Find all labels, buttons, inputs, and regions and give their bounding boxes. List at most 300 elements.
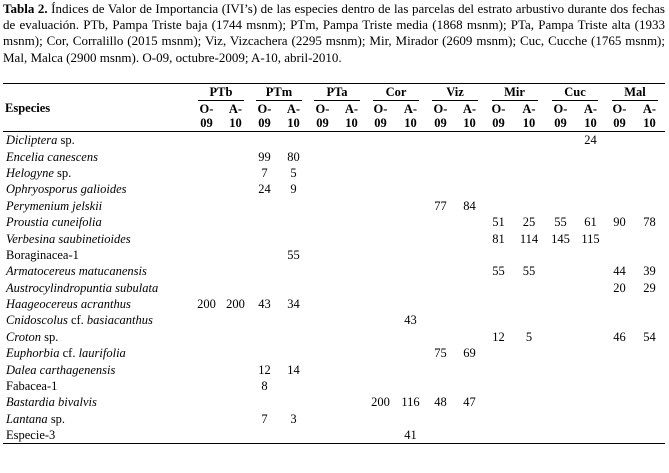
ivi-value <box>426 247 455 263</box>
species-name <box>3 181 192 197</box>
ivi-value: 24 <box>584 133 597 148</box>
ivi-value <box>192 345 221 361</box>
ivi-value: 55 <box>492 264 505 279</box>
ivi-value <box>192 181 221 197</box>
date-header-mal-o09: O- 09 <box>605 101 634 132</box>
ivi-value <box>605 411 634 427</box>
ivi-value <box>634 296 665 312</box>
ivi-value <box>395 280 426 296</box>
ivi-value <box>513 361 545 377</box>
ivi-value <box>634 165 665 181</box>
ivi-value <box>576 181 605 197</box>
ivi-value <box>426 312 455 328</box>
caption-text: Índices de Valor de Importancia (IVI’s) de las especies dentro de las parcelas del estrato arbustivo durante dos fechas de evaluación. PTb, Pampa Triste baja (1744 msnm); PTm, Pampa Triste media (1868 msnm); PTa, Pampa Triste alta (1933 msnm); Cor, Corralillo (2015 msnm); Viz, Vizcachera (2295 msnm); Mir, Mirador (2609 msnm); Cuc, Cucche (1765 msnm); Mal, Malca (2900 msnm). O-09, octubre-2009; A-10, abril-2010. <box>3 1 665 65</box>
ivi-value <box>484 411 513 427</box>
ivi-value <box>221 198 250 214</box>
ivi-value <box>337 427 366 444</box>
ivi-value: 39 <box>643 264 656 279</box>
species-qualifier: cf. laurifolia <box>59 346 126 361</box>
ivi-value <box>395 296 426 312</box>
ivi-value <box>455 329 484 345</box>
ivi-value <box>513 165 545 181</box>
ivi-value <box>366 165 395 181</box>
ivi-value: 41 <box>395 427 426 444</box>
ivi-value <box>576 378 605 394</box>
ivi-value <box>337 263 366 279</box>
species-name <box>3 296 192 312</box>
ivi-value <box>308 198 337 214</box>
ivi-value: 114 <box>519 231 539 246</box>
ivi-value <box>634 394 665 410</box>
ivi-value <box>545 361 576 377</box>
species-binomial: Austrocylindropuntia subulata <box>6 280 159 295</box>
species-binomial: Helogyne <box>6 165 54 180</box>
date-header-ptm-a10: A- 10 <box>279 101 308 132</box>
ivi-value <box>605 312 634 328</box>
ivi-value <box>634 181 665 197</box>
species-name <box>3 394 192 410</box>
ivi-value <box>513 427 545 444</box>
ivi-value <box>337 296 366 312</box>
ivi-value <box>308 148 337 164</box>
species-binomial: Haageocereus acranthus <box>6 297 131 312</box>
ivi-value <box>395 181 426 197</box>
ivi-value <box>366 312 395 328</box>
ivi-value <box>337 214 366 230</box>
ivi-value <box>576 329 605 345</box>
ivi-value: 9 <box>290 182 297 197</box>
ivi-value <box>366 345 395 361</box>
ivi-value: 77 <box>434 198 447 213</box>
ivi-value <box>484 312 513 328</box>
ivi-value: 84 <box>463 198 476 213</box>
ivi-value <box>545 280 576 296</box>
group-header-label: PTb <box>198 84 244 101</box>
ivi-value: 43 <box>258 297 271 312</box>
ivi-value <box>605 181 634 197</box>
ivi-value <box>545 345 576 361</box>
ivi-value <box>308 165 337 181</box>
ivi-value: 200 <box>197 297 216 312</box>
species-qualifier: sp. <box>53 165 72 180</box>
date-header-mir-a10: A- 10 <box>513 101 545 132</box>
ivi-value <box>337 329 366 345</box>
date-header-mal-a10: A- 10 <box>634 101 665 132</box>
species-binomial: Bastardia bivalvis <box>6 395 97 410</box>
ivi-value <box>308 394 337 410</box>
species-name <box>3 427 192 444</box>
species-name <box>3 148 192 164</box>
ivi-value <box>279 394 308 410</box>
ivi-value <box>192 230 221 246</box>
ivi-value <box>250 312 279 328</box>
ivi-value <box>250 427 279 444</box>
ivi-value <box>308 312 337 328</box>
ivi-value <box>250 280 279 296</box>
date-header-viz-a10: A- 10 <box>455 101 484 132</box>
ivi-value <box>337 165 366 181</box>
ivi-value <box>634 132 665 149</box>
species-binomial: Croton <box>6 329 41 344</box>
species-name <box>3 378 192 394</box>
date-header-pta-a10: A- 10 <box>337 101 366 132</box>
ivi-value <box>192 132 221 149</box>
ivi-value <box>605 427 634 444</box>
group-header-mir <box>484 84 545 102</box>
ivi-value <box>279 378 308 394</box>
date-header-cuc-o09: O- 09 <box>545 101 576 132</box>
ivi-value <box>279 312 308 328</box>
ivi-value <box>513 247 545 263</box>
ivi-value <box>192 148 221 164</box>
ivi-value: 80 <box>287 149 300 164</box>
ivi-value <box>545 312 576 328</box>
ivi-value <box>576 394 605 410</box>
ivi-value: 3 <box>290 411 297 426</box>
ivi-value <box>576 296 605 312</box>
ivi-value <box>395 378 426 394</box>
ivi-value <box>250 247 279 263</box>
table-row <box>3 378 665 394</box>
species-name <box>3 280 192 296</box>
ivi-value <box>192 263 221 279</box>
ivi-value <box>576 312 605 328</box>
date-header-mir-o09: O- 09 <box>484 101 513 132</box>
group-header-label: Viz <box>432 84 478 101</box>
date-header-ptm-o09: O- 09 <box>250 101 279 132</box>
ivi-value <box>634 427 665 444</box>
ivi-value <box>221 132 250 149</box>
ivi-value <box>279 427 308 444</box>
ivi-value <box>576 411 605 427</box>
ivi-value <box>426 296 455 312</box>
species-name <box>3 329 192 345</box>
table-row <box>3 280 665 296</box>
species-binomial: Dicliptera <box>6 133 58 148</box>
ivi-value <box>366 411 395 427</box>
species-binomial: Encelia canescens <box>6 149 98 164</box>
table-row <box>3 247 665 263</box>
ivi-value <box>513 132 545 149</box>
ivi-value: 51 <box>492 215 505 230</box>
ivi-value <box>279 329 308 345</box>
ivi-value <box>634 361 665 377</box>
ivi-value <box>576 148 605 164</box>
ivi-value <box>192 280 221 296</box>
ivi-value: 5 <box>290 165 297 180</box>
ivi-value <box>337 345 366 361</box>
species-qualifier: sp. <box>47 411 66 426</box>
species-qualifier: sp. <box>40 329 59 344</box>
ivi-value <box>605 230 634 246</box>
ivi-value <box>426 329 455 345</box>
ivi-value: 20 <box>613 280 626 295</box>
ivi-value: 145 <box>551 231 570 246</box>
ivi-value <box>337 148 366 164</box>
table-row <box>3 329 665 345</box>
ivi-value <box>634 230 665 246</box>
species-binomial: Euphorbia <box>6 346 60 361</box>
ivi-value <box>395 198 426 214</box>
species-name <box>3 312 192 328</box>
ivi-value: 61 <box>584 215 597 230</box>
ivi-value <box>221 361 250 377</box>
ivi-value <box>545 198 576 214</box>
table-row <box>3 148 665 164</box>
group-header-mal <box>605 84 665 102</box>
ivi-value <box>576 247 605 263</box>
ivi-value <box>605 345 634 361</box>
ivi-value <box>395 165 426 181</box>
ivi-value <box>513 312 545 328</box>
species-header: Especies <box>3 84 192 132</box>
ivi-value <box>221 214 250 230</box>
ivi-value <box>395 361 426 377</box>
ivi-value <box>484 361 513 377</box>
ivi-value <box>192 394 221 410</box>
species-name <box>3 132 192 149</box>
species-binomial: Verbesina saubinetioides <box>6 231 131 246</box>
ivi-value <box>221 427 250 444</box>
ivi-value <box>634 378 665 394</box>
ivi-value <box>513 296 545 312</box>
ivi-value <box>513 181 545 197</box>
group-header-ptb <box>192 84 250 102</box>
ivi-value <box>545 181 576 197</box>
ivi-value <box>221 247 250 263</box>
ivi-value <box>484 280 513 296</box>
date-header-ptb-o09: O- 09 <box>192 101 221 132</box>
ivi-value: 44 <box>613 264 626 279</box>
ivi-value <box>221 411 250 427</box>
ivi-value <box>576 165 605 181</box>
ivi-value <box>484 378 513 394</box>
species-name <box>3 361 192 377</box>
ivi-value <box>513 378 545 394</box>
ivi-value <box>545 132 576 149</box>
ivi-value <box>545 247 576 263</box>
ivi-value <box>605 165 634 181</box>
ivi-value <box>426 214 455 230</box>
table-body <box>3 132 665 444</box>
ivi-value <box>545 296 576 312</box>
ivi-value: 69 <box>463 346 476 361</box>
species-qualifier: cf. basiacanthus <box>67 313 153 328</box>
ivi-value <box>455 132 484 149</box>
ivi-value <box>426 378 455 394</box>
ivi-value <box>366 132 395 149</box>
ivi-value: 75 <box>434 346 447 361</box>
ivi-value: 90 <box>613 215 626 230</box>
ivi-value <box>455 411 484 427</box>
ivi-value <box>279 280 308 296</box>
ivi-value <box>308 181 337 197</box>
ivi-value <box>576 427 605 444</box>
ivi-value <box>513 280 545 296</box>
ivi-value <box>484 148 513 164</box>
ivi-value <box>484 165 513 181</box>
ivi-value <box>308 329 337 345</box>
species-name <box>3 230 192 246</box>
table-row <box>3 181 665 197</box>
table-row <box>3 411 665 427</box>
ivi-value <box>426 263 455 279</box>
ivi-value <box>337 181 366 197</box>
ivi-value <box>221 345 250 361</box>
ivi-value <box>576 280 605 296</box>
ivi-value <box>192 378 221 394</box>
ivi-value <box>192 312 221 328</box>
ivi-value: 115 <box>581 231 600 246</box>
date-header-cor-a10: A- 10 <box>395 101 426 132</box>
ivi-value <box>221 181 250 197</box>
group-header-cuc <box>545 84 605 102</box>
species-binomial: Perymenium jelskii <box>6 198 103 213</box>
group-header-cor <box>366 84 426 102</box>
ivi-value <box>395 230 426 246</box>
ivi-value <box>395 214 426 230</box>
table-row <box>3 132 665 149</box>
table-row <box>3 230 665 246</box>
ivi-value <box>192 247 221 263</box>
table-row <box>3 263 665 279</box>
group-header-ptm <box>250 84 308 102</box>
ivi-value <box>545 378 576 394</box>
ivi-value <box>395 329 426 345</box>
table-row <box>3 198 665 214</box>
ivi-value <box>308 345 337 361</box>
ivi-value <box>221 378 250 394</box>
table-row <box>3 345 665 361</box>
species-binomial: Cnidoscolus <box>6 313 68 328</box>
ivi-value <box>455 312 484 328</box>
ivi-value <box>250 230 279 246</box>
ivi-value <box>395 132 426 149</box>
ivi-value: 55 <box>554 215 567 230</box>
species-binomial: Dalea carthagenensis <box>6 362 116 377</box>
ivi-value: 24 <box>258 182 271 197</box>
ivi-value <box>576 263 605 279</box>
ivi-value <box>221 263 250 279</box>
ivi-value <box>337 411 366 427</box>
ivi-value: 12 <box>492 329 505 344</box>
ivi-value <box>250 214 279 230</box>
species-binomial: Armatocereus matucanensis <box>6 264 147 279</box>
table-row <box>3 165 665 181</box>
ivi-value <box>484 132 513 149</box>
date-header-ptb-a10: A- 10 <box>221 101 250 132</box>
ivi-value <box>337 312 366 328</box>
ivi-value <box>366 148 395 164</box>
ivi-value <box>455 214 484 230</box>
ivi-value <box>545 263 576 279</box>
species-binomial: Proustia cuneifolia <box>6 215 102 230</box>
table-caption <box>3 0 665 83</box>
ivi-value <box>337 247 366 263</box>
ivi-value <box>337 198 366 214</box>
ivi-value <box>366 329 395 345</box>
table-row <box>3 296 665 312</box>
ivi-value <box>484 394 513 410</box>
ivi-value <box>366 247 395 263</box>
ivi-value <box>337 378 366 394</box>
ivi-value <box>366 378 395 394</box>
table-row <box>3 214 665 230</box>
ivi-value <box>634 345 665 361</box>
ivi-value <box>484 427 513 444</box>
ivi-value <box>279 198 308 214</box>
ivi-value <box>545 411 576 427</box>
ivi-value <box>337 361 366 377</box>
ivi-value <box>455 230 484 246</box>
ivi-value <box>192 427 221 444</box>
ivi-value <box>605 198 634 214</box>
ivi-value <box>426 280 455 296</box>
ivi-value <box>455 165 484 181</box>
ivi-value <box>279 263 308 279</box>
ivi-value <box>426 132 455 149</box>
table-row <box>3 312 665 328</box>
ivi-value <box>192 198 221 214</box>
ivi-value: 99 <box>258 149 271 164</box>
ivi-value <box>395 411 426 427</box>
date-header-pta-o09: O- 09 <box>308 101 337 132</box>
ivi-value <box>484 296 513 312</box>
ivi-value <box>455 361 484 377</box>
ivi-value <box>221 394 250 410</box>
ivi-value: 46 <box>613 329 626 344</box>
ivi-value <box>366 427 395 444</box>
ivi-value <box>576 345 605 361</box>
ivi-value <box>426 181 455 197</box>
ivi-value <box>576 198 605 214</box>
group-header-pta <box>308 84 366 102</box>
ivi-value <box>192 411 221 427</box>
ivi-value <box>221 230 250 246</box>
ivi-value <box>426 230 455 246</box>
ivi-value: 55 <box>287 247 300 262</box>
ivi-value <box>366 198 395 214</box>
ivi-value <box>308 361 337 377</box>
ivi-value <box>250 132 279 149</box>
ivi-value <box>605 148 634 164</box>
ivi-value <box>366 296 395 312</box>
ivi-value <box>192 329 221 345</box>
ivi-value <box>634 411 665 427</box>
table-row <box>3 427 665 444</box>
ivi-value <box>634 148 665 164</box>
ivi-value <box>366 230 395 246</box>
group-header-label: Mir <box>492 84 538 101</box>
ivi-value: 48 <box>434 395 447 410</box>
ivi-value <box>279 230 308 246</box>
ivi-value <box>634 247 665 263</box>
ivi-value <box>308 378 337 394</box>
ivi-value <box>545 394 576 410</box>
ivi-value: 55 <box>522 264 536 279</box>
group-header-label: PTm <box>256 84 302 101</box>
ivi-value <box>455 378 484 394</box>
ivi-value <box>545 427 576 444</box>
ivi-value <box>426 427 455 444</box>
ivi-value <box>250 329 279 345</box>
ivi-value <box>484 198 513 214</box>
ivi-value <box>605 378 634 394</box>
ivi-value <box>279 214 308 230</box>
ivi-value <box>484 345 513 361</box>
species-name <box>3 247 192 263</box>
ivi-value: 116 <box>401 395 420 410</box>
